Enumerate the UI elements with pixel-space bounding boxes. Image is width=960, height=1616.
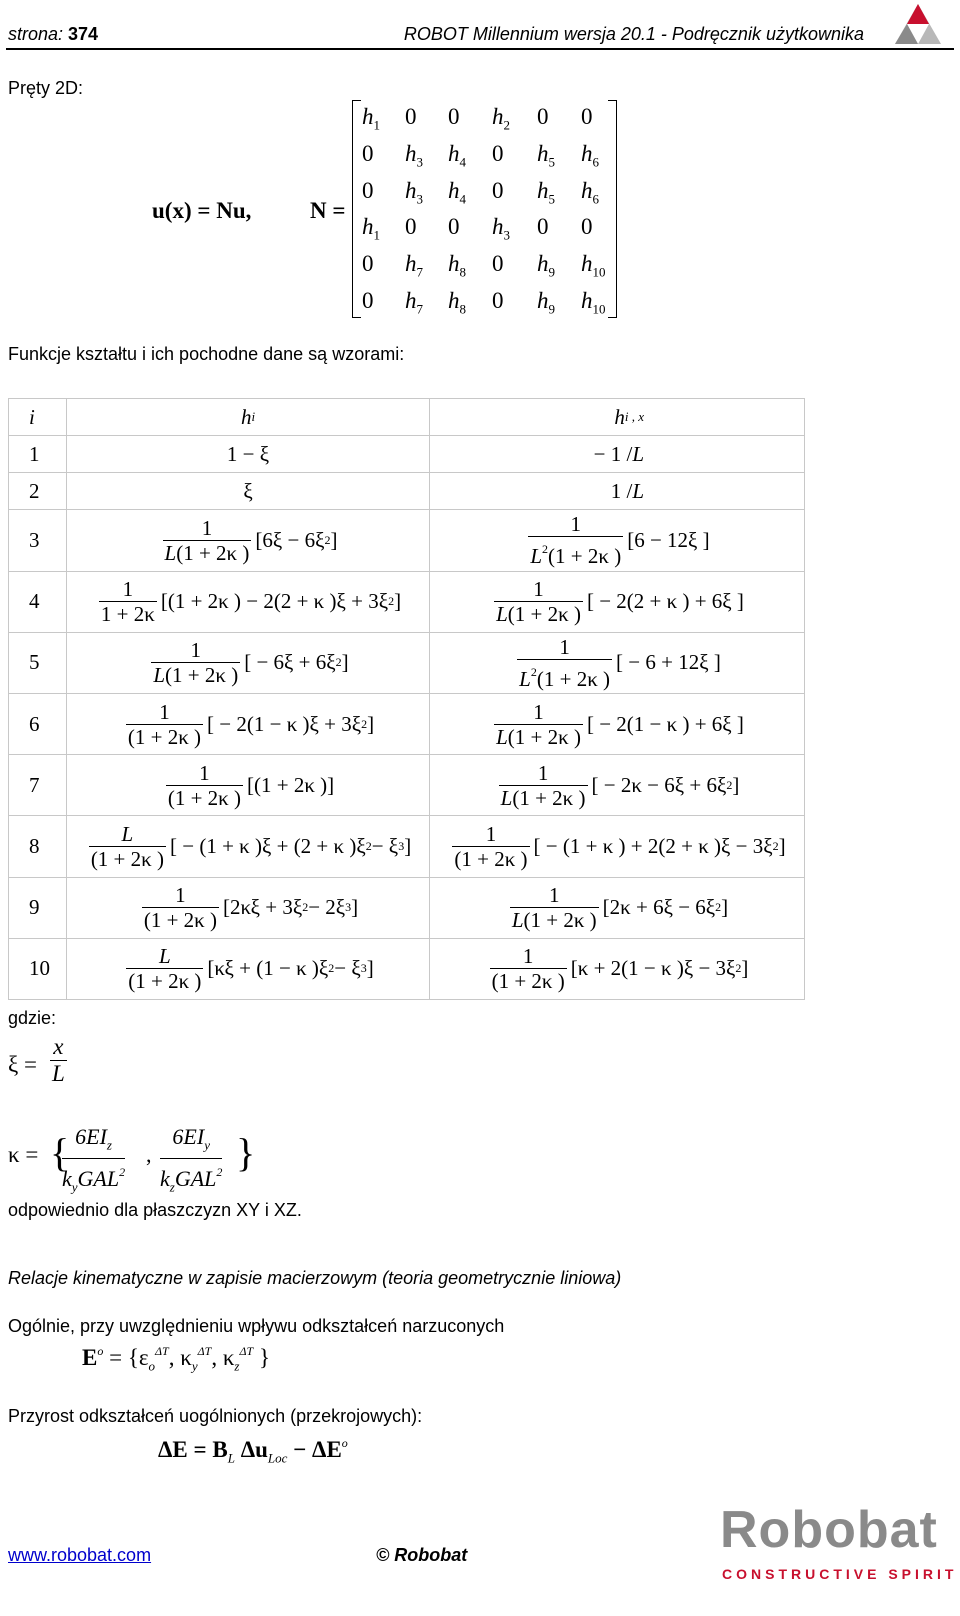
xi-fraction: x L xyxy=(52,1034,65,1086)
footer-url-link[interactable]: www.robobat.com xyxy=(8,1545,152,1565)
table-row: 6 $\frac{1}{(1 + 2\kappa )}$ [ − 2(1 − κ )ξ + 3ξ 2 ] $\frac{1}{L(1 + 2\kappa )}$ [ − 2(1 − κ ) + 6ξ ] xyxy=(9,693,805,754)
matrix-cell: $h_3$ xyxy=(405,141,423,170)
matrix-cell: $h_{10}$ xyxy=(581,251,606,280)
matrix-cell: 0 xyxy=(448,104,460,129)
equation-e-o: $E^o = \{\varepsilon_o^{\Delta T}$, $\kappa_y^{\Delta T}$, $\kappa_z^{\Delta T}$ } xyxy=(82,1344,270,1374)
robobat-logo-text: Robobat xyxy=(720,1501,938,1559)
general-text: Ogólnie, przy uwzględnieniu wpływu odkształceń narzuconych xyxy=(8,1316,505,1336)
matrix-cell: 0 xyxy=(492,141,504,166)
matrix-cell: 0 xyxy=(492,288,504,313)
matrix-cell: $h_2$ xyxy=(492,104,510,133)
matrix-cell: 0 xyxy=(362,251,374,276)
matrix-cell: $h_6$ xyxy=(581,178,599,207)
matrix-cell: $h_3$ xyxy=(405,178,423,207)
matrix-cell: 0 xyxy=(492,251,504,276)
equation-u-lhs: u(x) = Nu, xyxy=(152,198,252,223)
matrix-cell: $h_4$ xyxy=(448,141,466,170)
matrix-cell: $h_9$ xyxy=(537,251,555,280)
header-h: h i xyxy=(67,399,430,436)
matrix-cell: $h_8$ xyxy=(448,251,466,280)
matrix-cell: 0 xyxy=(448,214,460,239)
robobat-triangle-logo-icon xyxy=(893,2,943,46)
matrix-cell: 0 xyxy=(581,214,593,239)
table-row: 2 ξ 1 / L xyxy=(9,473,805,510)
matrix-cell: $h_5$ xyxy=(537,141,555,170)
matrix-cell: $h_7$ xyxy=(405,288,423,317)
shape-function-table xyxy=(8,398,805,1000)
matrix-cell: 0 xyxy=(405,104,417,129)
table-row: 10 $\frac{L}{(1 + 2\kappa )}$ [κξ + (1 − κ )ξ 2 − ξ 3 ] $\frac{1}{(1 + 2\kappa )}$ [κ + 2(1 − κ )ξ − 3ξ 2 ] xyxy=(9,938,805,999)
equation-delta-e: $\Delta E = B_L$ $\Delta u_{Loc} - \Delta E^o$ xyxy=(158,1436,348,1466)
matrix-right-bracket xyxy=(608,100,617,318)
table-row: 3 $\frac{1}{L(1 + 2\kappa )}$ [6ξ − 6ξ 2 ] $\frac{1}{L^2(1 + 2\kappa )}$ [6 − 12ξ ] xyxy=(9,510,805,571)
equation-n-label: N = xyxy=(310,198,346,223)
matrix-cell: $h_9$ xyxy=(537,288,555,317)
table-row: 4 $\frac{1}{1 + 2\kappa}$ [(1 + 2κ ) − 2(2 + κ )ξ + 3ξ 2 ] $\frac{1}{L(1 + 2\kappa )}$ [ − 2(2 + κ ) + 6ξ ] xyxy=(9,571,805,632)
matrix-cell: $h_1$ xyxy=(362,104,380,133)
matrix-cell: 0 xyxy=(362,288,374,313)
footer-copyright: © Robobat xyxy=(376,1545,468,1565)
kappa-fraction-z: $6EI_y$ $k_zGAL^2$ xyxy=(160,1124,222,1201)
kinematic-title: Relacje kinematyczne w zapisie macierzowym (teoria geometrycznie liniowa) xyxy=(8,1268,622,1288)
matrix-cell: $h_1$ xyxy=(362,214,380,243)
header-divider xyxy=(6,48,954,50)
matrix-cell: 0 xyxy=(581,104,593,129)
table-row: 8 $\frac{L}{(1 + 2\kappa )}$ [ − (1 + κ )ξ + (2 + κ )ξ 2 − ξ 3 ] $\frac{1}{(1 + 2\kappa )}$ [ − (1 + κ ) + 2(2 + κ )ξ − 3ξ 2 ] xyxy=(9,816,805,877)
table-header-row xyxy=(9,399,805,436)
matrix-cell: 0 xyxy=(362,178,374,203)
table-row: 5 $\frac{1}{L(1 + 2\kappa )}$ [ − 6ξ + 6ξ 2 ] $\frac{1}{L^2(1 + 2\kappa )}$ [ − 6 + 12ξ ] xyxy=(9,632,805,693)
matrix-cell: 0 xyxy=(492,178,504,203)
matrix-cell: $h_7$ xyxy=(405,251,423,280)
table-row: 7 $\frac{1}{(1 + 2\kappa )}$ [(1 + 2κ )] $\frac{1}{L(1 + 2\kappa )}$ [ − 2κ − 6ξ + 6ξ 2 ] xyxy=(9,755,805,816)
planes-note: odpowiednio dla płaszczyzn XY i XZ. xyxy=(8,1200,302,1220)
matrix-cell: $h_{10}$ xyxy=(581,288,606,317)
where-label: gdzie: xyxy=(8,1008,57,1028)
table-row: 1 1 − ξ − 1 / L xyxy=(9,436,805,473)
kappa-lhs: κ = xyxy=(8,1142,39,1167)
table-row: 9 $\frac{1}{(1 + 2\kappa )}$ [2κξ + 3ξ 2 − 2ξ 3 ] $\frac{1}{L(1 + 2\kappa )}$ [2κ + 6ξ − 6ξ 2 ] xyxy=(9,877,805,938)
header-i: i xyxy=(9,399,67,436)
page-number: strona: 374 xyxy=(8,24,99,44)
matrix-cell: 0 xyxy=(405,214,417,239)
matrix-cell: 0 xyxy=(362,141,374,166)
header-hx: h i , x xyxy=(430,399,805,436)
matrix-cell: 0 xyxy=(537,104,549,129)
document-title: ROBOT Millennium wersja 20.1 - Podręcznik użytkownika xyxy=(403,24,864,44)
matrix-cell: 0 xyxy=(537,214,549,239)
kappa-fraction-y: $6EI_z$ $k_yGAL^2$ xyxy=(62,1124,125,1201)
matrix-cell: $h_4$ xyxy=(448,178,466,207)
matrix-cell: $h_8$ xyxy=(448,288,466,317)
increment-text: Przyrost odkształceń uogólnionych (przekrojowych): xyxy=(8,1406,423,1426)
xi-lhs: ξ = xyxy=(8,1052,37,1077)
section-rods-2d: Pręty 2D: xyxy=(8,78,84,98)
robobat-logo-tagline: CONSTRUCTIVE SPIRIT xyxy=(722,1566,958,1582)
matrix-cell: $h_3$ xyxy=(492,214,510,243)
section-shape-intro: Funkcje kształtu i ich pochodne dane są wzorami: xyxy=(8,344,405,364)
matrix-cell: $h_6$ xyxy=(581,141,599,170)
matrix-cell: $h_5$ xyxy=(537,178,555,207)
matrix-left-bracket xyxy=(352,100,361,318)
